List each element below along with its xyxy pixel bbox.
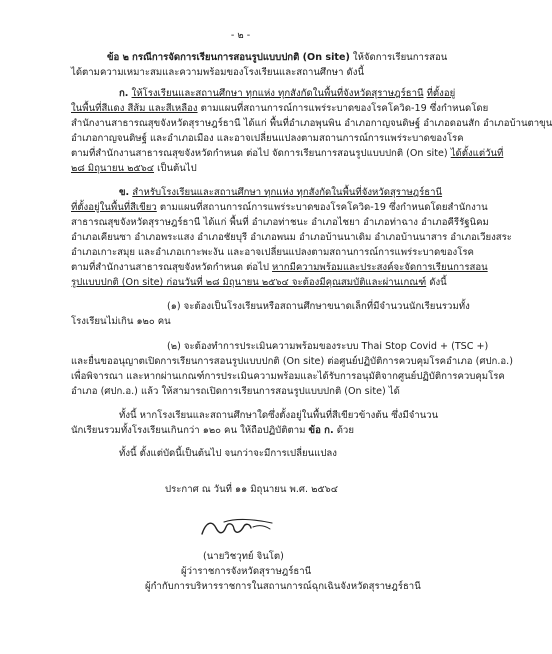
- item-k-text-6: เป็นต้นไป: [157, 163, 197, 174]
- closing-1-text: นักเรียนรวมทั้งโรงเรียนเกินกว่า ๑๒๐ คน ให้ถือปฏิบัติตาม: [71, 425, 306, 436]
- section-2-line-2: ได้ตามความเหมาะสมและความพร้อมของโรงเรียนและสถานศึกษา ดังนี้: [71, 67, 365, 78]
- item-k-line-3: สำนักงานสาธารณสุขจังหวัดสุราษฎร์ธานี ได้แก่ พื้นที่อำเภอพุนพิน อำเภอกาญจนดิษฐ์ อำเภอดอนสัก อำเภอบ้านตาขุน: [71, 118, 552, 129]
- item-kh-label: ข.: [119, 187, 130, 198]
- closing-1-line-1: ทั้งนี้ หากโรงเรียนและสถานศึกษาใดซึ่งตั้งอยู่ในพื้นที่สีเขียวข้างต้น ซึ่งมีจำนวน: [119, 410, 439, 421]
- item-k-line-2: [71, 103, 488, 115]
- signer-title-2: ผู้กำกับการบริหารราชการในสถานการณ์ฉุกเฉินจังหวัดสุราษฎร์ธานี: [145, 581, 421, 592]
- item-k-line-1: [119, 88, 455, 100]
- closing-1-ref: ข้อ ก.: [308, 425, 334, 436]
- section-2-text: ให้จัดการเรียนการสอน: [352, 52, 448, 63]
- condition-2-line-3: เพื่อพิจารณา และหากผ่านเกณฑ์การประเมินความพร้อมและได้รับการอนุมัติจากศูนย์ปฏิบัติการควบคุมโรค: [71, 371, 505, 382]
- item-k-line-4: อำเภอกาญจนดิษฐ์ และอำเภอเมือง และอาจเปลี่ยนแปลงตามสถานการณ์การแพร่ระบาดของโรค: [71, 133, 464, 144]
- item-k-emphasis-2: ที่ตั้งอยู่: [426, 88, 456, 99]
- item-kh-line-2: [71, 202, 488, 214]
- item-k-line-5: [71, 148, 503, 160]
- announce-date: ประกาศ ณ วันที่ ๑๑ มิถุนายน พ.ศ. ๒๕๖๔: [165, 484, 339, 495]
- item-k-emphasis: ให้โรงเรียนและสถานศึกษา ทุกแห่ง ทุกสังกัดในพื้นที่จังหวัดสุราษฎร์ธานี: [131, 88, 424, 99]
- closing-1-end: ด้วย: [336, 425, 354, 436]
- item-k-text: ตามแผนที่สถานการณ์การแพร่ระบาดของโรคโควิด-19 ซึ่งกำหนดโดย: [200, 103, 489, 114]
- condition-1-line-2: โรงเรียนไม่เกิน ๑๒๐ คน: [71, 316, 171, 327]
- item-kh-line-6: [71, 262, 488, 274]
- closing-1-line-2: [71, 425, 354, 437]
- item-kh-deadline: รูปแบบปกติ (On site) ก่อนวันที่ ๒๘ มิถุนายน ๒๕๖๔ จะต้องมีคุณสมบัติและผ่านเกณฑ์: [71, 277, 427, 288]
- item-kh-line-4: อำเภอเคียนซา อำเภอพระแสง อำเภอชัยบุรี อำเภอพนม อำเภอบ้านนาเดิม อำเภอบ้านนาสาร อำเภอเวียงสระ: [71, 232, 512, 243]
- signer-name: (นายวิชวุทย์ จินโต): [203, 551, 284, 562]
- closing-2: ทั้งนี้ ตั้งแต่บัดนี้เป็นต้นไป จนกว่าจะมีการเปลี่ยนแปลง: [119, 448, 337, 459]
- page-number: - ๒ -: [230, 30, 251, 41]
- condition-2-line-1: (๒) จะต้องทำการประเมินความพร้อมของระบบ Thai Stop Covid + (TSC +): [167, 341, 489, 352]
- section-2-title: กรณีการจัดการเรียนการสอนรูปแบบปกติ (On site): [132, 52, 350, 63]
- signer-title-1: ผู้ว่าราชการจังหวัดสุราษฎร์ธานี: [181, 566, 312, 577]
- condition-2-line-2: และยื่นขออนุญาตเปิดการเรียนการสอนรูปแบบปกติ (On site) ต่อศูนย์ปฏิบัติการควบคุมโรคอำเภอ (ศปก.อ.): [71, 356, 513, 367]
- signature: [198, 514, 278, 540]
- item-k-date: ๒๘ มิถุนายน ๒๕๖๔: [71, 163, 155, 174]
- section-2-number: ข้อ ๒: [107, 52, 129, 63]
- item-kh-text-6: ตามที่สำนักงานสาธารณสุขจังหวัดกำหนด ต่อไป: [71, 262, 269, 273]
- item-kh-condition: หากมีความพร้อมและประสงค์จะจัดการเรียนการสอน: [272, 262, 488, 273]
- item-kh-line-3: สาธารณสุขจังหวัดสุราษฎร์ธานี ได้แก่ พื้นที่ อำเภอท่าชนะ อำเภอไชยา อำเภอท่าฉาง อำเภอคีรีรัฐนิคม: [71, 217, 489, 228]
- item-k-label: ก.: [119, 88, 129, 99]
- item-kh-emphasis: สำหรับโรงเรียนและสถานศึกษา ทุกแห่ง ทุกสังกัดในพื้นที่จังหวัดสุราษฎร์ธานี: [132, 187, 443, 198]
- item-kh-line-5: อำเภอเกาะสมุย และอำเภอเกาะพะงัน และอาจเปลี่ยนแปลงตามสถานการณ์การแพร่ระบาดของโรค: [71, 247, 474, 258]
- item-kh-text: ตามแผนที่สถานการณ์การแพร่ระบาดของโรคโควิด-19 ซึ่งกำหนดโดยสำนักงาน: [159, 202, 488, 213]
- item-k-text-5: ตามที่สำนักงานสาธารณสุขจังหวัดกำหนด ต่อไป จัดการเรียนการสอนรูปแบบปกติ (On site): [71, 148, 448, 159]
- section-2-line-1: [107, 52, 447, 64]
- item-kh-zone: ที่ตั้งอยู่ในพื้นที่สีเขียว: [71, 202, 157, 213]
- item-kh-line-7: [71, 277, 447, 289]
- item-k-line-6: [71, 163, 197, 175]
- condition-1-line-1: (๑) จะต้องเป็นโรงเรียนหรือสถานศึกษาขนาดเล็กที่มีจำนวนนักเรียนรวมทั้ง: [167, 301, 470, 312]
- item-kh-text-7: ดังนี้: [429, 277, 447, 288]
- item-kh-line-1: [119, 187, 442, 199]
- item-k-zones: ในพื้นที่สีแดง สีส้ม และสีเหลือง: [71, 103, 198, 114]
- condition-2-line-4: อำเภอ (ศปก.อ.) แล้ว ให้สามารถเปิดการเรียนการสอนรูปแบบปกติ (On site) ได้: [71, 386, 400, 397]
- item-k-start: ได้ตั้งแต่วันที่: [450, 148, 504, 159]
